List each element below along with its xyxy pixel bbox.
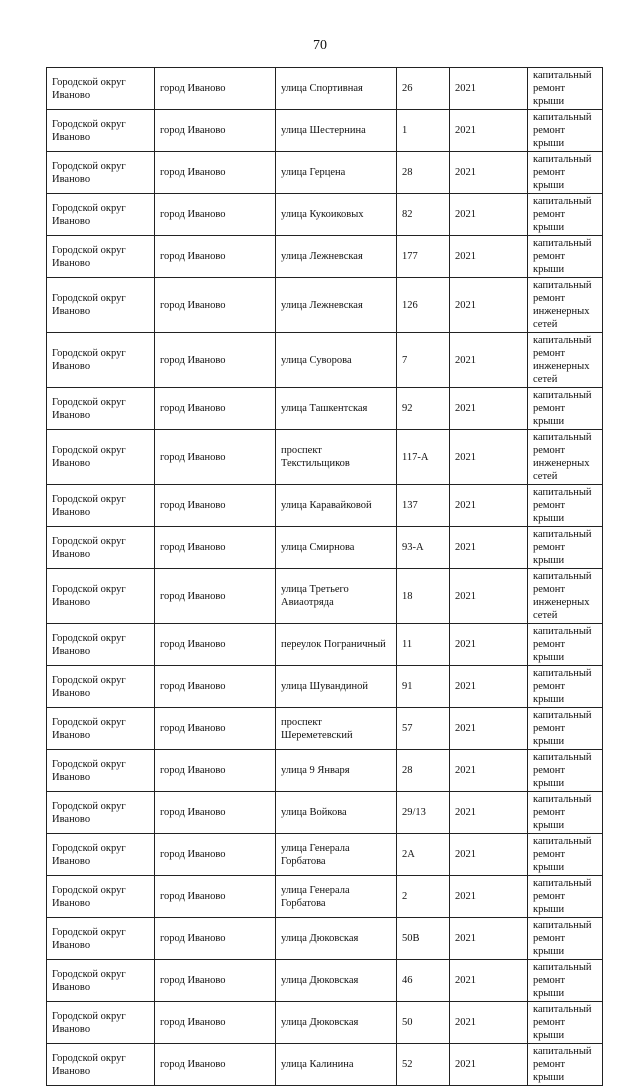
cell-district: Городской округ Иваново xyxy=(47,876,155,918)
table-row xyxy=(47,569,603,624)
cell-house: 93-А xyxy=(397,527,450,569)
cell-work: капитальный ремонт крыши xyxy=(528,624,603,666)
cell-district: Городской округ Иваново xyxy=(47,1044,155,1086)
cell-city: город Иваново xyxy=(155,110,276,152)
cell-district: Городской округ Иваново xyxy=(47,388,155,430)
cell-house: 117-А xyxy=(397,430,450,485)
table-row xyxy=(47,152,603,194)
cell-district: Городской округ Иваново xyxy=(47,527,155,569)
cell-house: 28 xyxy=(397,152,450,194)
cell-house: 2 xyxy=(397,876,450,918)
cell-city: город Иваново xyxy=(155,388,276,430)
cell-year: 2021 xyxy=(450,110,528,152)
cell-house: 11 xyxy=(397,624,450,666)
cell-district: Городской округ Иваново xyxy=(47,110,155,152)
table-row xyxy=(47,876,603,918)
cell-city: город Иваново xyxy=(155,333,276,388)
table-row xyxy=(47,388,603,430)
table-row xyxy=(47,918,603,960)
table-row xyxy=(47,1002,603,1044)
cell-house: 52 xyxy=(397,1044,450,1086)
cell-city: город Иваново xyxy=(155,960,276,1002)
cell-work: капитальный ремонт крыши xyxy=(528,236,603,278)
cell-work: капитальный ремонт крыши xyxy=(528,708,603,750)
cell-year: 2021 xyxy=(450,527,528,569)
cell-house: 50В xyxy=(397,918,450,960)
cell-year: 2021 xyxy=(450,708,528,750)
cell-work: капитальный ремонт крыши xyxy=(528,1002,603,1044)
cell-year: 2021 xyxy=(450,624,528,666)
cell-city: город Иваново xyxy=(155,750,276,792)
cell-district: Городской округ Иваново xyxy=(47,68,155,110)
table-row xyxy=(47,1044,603,1086)
cell-street: улица Лежневская xyxy=(276,236,397,278)
cell-year: 2021 xyxy=(450,834,528,876)
cell-year: 2021 xyxy=(450,68,528,110)
cell-district: Городской округ Иваново xyxy=(47,960,155,1002)
cell-street: улица Дюковская xyxy=(276,918,397,960)
cell-city: город Иваново xyxy=(155,876,276,918)
cell-street: улица Каравайковой xyxy=(276,485,397,527)
cell-city: город Иваново xyxy=(155,1002,276,1044)
cell-year: 2021 xyxy=(450,569,528,624)
cell-year: 2021 xyxy=(450,278,528,333)
cell-work: капитальный ремонт крыши xyxy=(528,792,603,834)
cell-street: улица Генерала Горбатова xyxy=(276,876,397,918)
cell-year: 2021 xyxy=(450,750,528,792)
cell-year: 2021 xyxy=(450,918,528,960)
cell-house: 28 xyxy=(397,750,450,792)
cell-work: капитальный ремонт крыши xyxy=(528,918,603,960)
cell-work: капитальный ремонт крыши xyxy=(528,666,603,708)
cell-district: Городской округ Иваново xyxy=(47,666,155,708)
cell-work: капитальный ремонт крыши xyxy=(528,68,603,110)
cell-street: улица Смирнова xyxy=(276,527,397,569)
cell-house: 7 xyxy=(397,333,450,388)
page-number: 70 xyxy=(313,38,327,53)
table-row xyxy=(47,708,603,750)
cell-district: Городской округ Иваново xyxy=(47,708,155,750)
cell-house: 91 xyxy=(397,666,450,708)
table-row xyxy=(47,485,603,527)
cell-district: Городской округ Иваново xyxy=(47,834,155,876)
cell-year: 2021 xyxy=(450,236,528,278)
cell-year: 2021 xyxy=(450,152,528,194)
cell-house: 92 xyxy=(397,388,450,430)
cell-street: проспект Шереметевский xyxy=(276,708,397,750)
cell-street: улица Дюковская xyxy=(276,1002,397,1044)
cell-year: 2021 xyxy=(450,1002,528,1044)
table-row xyxy=(47,194,603,236)
table-row xyxy=(47,110,603,152)
cell-city: город Иваново xyxy=(155,792,276,834)
cell-work: капитальный ремонт крыши xyxy=(528,485,603,527)
cell-city: город Иваново xyxy=(155,708,276,750)
cell-city: город Иваново xyxy=(155,236,276,278)
cell-street: улица Генерала Горбатова xyxy=(276,834,397,876)
cell-work: капитальный ремонт крыши xyxy=(528,110,603,152)
cell-year: 2021 xyxy=(450,876,528,918)
cell-street: улица Лежневская xyxy=(276,278,397,333)
cell-street: улица Шувандиной xyxy=(276,666,397,708)
cell-year: 2021 xyxy=(450,388,528,430)
cell-work: капитальный ремонт крыши xyxy=(528,194,603,236)
table-row xyxy=(47,624,603,666)
cell-house: 46 xyxy=(397,960,450,1002)
cell-district: Городской округ Иваново xyxy=(47,278,155,333)
cell-city: город Иваново xyxy=(155,485,276,527)
cell-street: переулок Пограничный xyxy=(276,624,397,666)
cell-house: 50 xyxy=(397,1002,450,1044)
table-row xyxy=(47,750,603,792)
cell-district: Городской округ Иваново xyxy=(47,236,155,278)
cell-year: 2021 xyxy=(450,194,528,236)
cell-street: улица Третьего Авиаотряда xyxy=(276,569,397,624)
cell-work: капитальный ремонт крыши xyxy=(528,388,603,430)
cell-city: город Иваново xyxy=(155,624,276,666)
cell-district: Городской округ Иваново xyxy=(47,194,155,236)
cell-work: капитальный ремонт крыши xyxy=(528,834,603,876)
cell-house: 177 xyxy=(397,236,450,278)
cell-city: город Иваново xyxy=(155,569,276,624)
cell-house: 137 xyxy=(397,485,450,527)
cell-house: 1 xyxy=(397,110,450,152)
cell-work: капитальный ремонт инженерных сетей xyxy=(528,569,603,624)
cell-house: 18 xyxy=(397,569,450,624)
cell-house: 57 xyxy=(397,708,450,750)
table-row xyxy=(47,236,603,278)
cell-work: капитальный ремонт крыши xyxy=(528,750,603,792)
cell-work: капитальный ремонт крыши xyxy=(528,960,603,1002)
cell-year: 2021 xyxy=(450,666,528,708)
cell-year: 2021 xyxy=(450,1044,528,1086)
cell-city: город Иваново xyxy=(155,194,276,236)
table-row xyxy=(47,430,603,485)
table-row xyxy=(47,666,603,708)
cell-district: Городской округ Иваново xyxy=(47,1002,155,1044)
cell-work: капитальный ремонт инженерных сетей xyxy=(528,278,603,333)
cell-street: улица Суворова xyxy=(276,333,397,388)
cell-city: город Иваново xyxy=(155,666,276,708)
cell-year: 2021 xyxy=(450,333,528,388)
cell-district: Городской округ Иваново xyxy=(47,624,155,666)
cell-work: капитальный ремонт инженерных сетей xyxy=(528,333,603,388)
cell-city: город Иваново xyxy=(155,1044,276,1086)
cell-district: Городской округ Иваново xyxy=(47,569,155,624)
table-row xyxy=(47,960,603,1002)
cell-house: 29/13 xyxy=(397,792,450,834)
cell-district: Городской округ Иваново xyxy=(47,750,155,792)
cell-house: 2А xyxy=(397,834,450,876)
cell-work: капитальный ремонт крыши xyxy=(528,1044,603,1086)
table-row xyxy=(47,527,603,569)
table-row xyxy=(47,68,603,110)
cell-street: улица 9 Января xyxy=(276,750,397,792)
cell-street: улица Калинина xyxy=(276,1044,397,1086)
repair-schedule-table xyxy=(46,67,603,1086)
table-row xyxy=(47,278,603,333)
cell-year: 2021 xyxy=(450,430,528,485)
cell-street: улица Ташкентская xyxy=(276,388,397,430)
cell-street: улица Герцена xyxy=(276,152,397,194)
cell-work: капитальный ремонт крыши xyxy=(528,152,603,194)
cell-city: город Иваново xyxy=(155,68,276,110)
cell-work: капитальный ремонт крыши xyxy=(528,527,603,569)
cell-city: город Иваново xyxy=(155,152,276,194)
cell-year: 2021 xyxy=(450,960,528,1002)
cell-street: улица Спортивная xyxy=(276,68,397,110)
cell-house: 126 xyxy=(397,278,450,333)
cell-year: 2021 xyxy=(450,485,528,527)
cell-work: капитальный ремонт крыши xyxy=(528,876,603,918)
cell-house: 82 xyxy=(397,194,450,236)
cell-district: Городской округ Иваново xyxy=(47,792,155,834)
cell-district: Городской округ Иваново xyxy=(47,918,155,960)
cell-city: город Иваново xyxy=(155,430,276,485)
cell-district: Городской округ Иваново xyxy=(47,152,155,194)
cell-city: город Иваново xyxy=(155,834,276,876)
cell-house: 26 xyxy=(397,68,450,110)
cell-district: Городской округ Иваново xyxy=(47,430,155,485)
cell-city: город Иваново xyxy=(155,918,276,960)
cell-street: улица Кукоиковых xyxy=(276,194,397,236)
cell-street: улица Войкова xyxy=(276,792,397,834)
cell-district: Городской округ Иваново xyxy=(47,333,155,388)
cell-work: капитальный ремонт инженерных сетей xyxy=(528,430,603,485)
table-row xyxy=(47,333,603,388)
cell-district: Городской округ Иваново xyxy=(47,485,155,527)
cell-city: город Иваново xyxy=(155,527,276,569)
cell-city: город Иваново xyxy=(155,278,276,333)
table-row xyxy=(47,792,603,834)
table-row xyxy=(47,834,603,876)
table-body xyxy=(47,68,603,1086)
cell-year: 2021 xyxy=(450,792,528,834)
cell-street: проспект Текстильщиков xyxy=(276,430,397,485)
cell-street: улица Шестернина xyxy=(276,110,397,152)
cell-street: улица Дюковская xyxy=(276,960,397,1002)
